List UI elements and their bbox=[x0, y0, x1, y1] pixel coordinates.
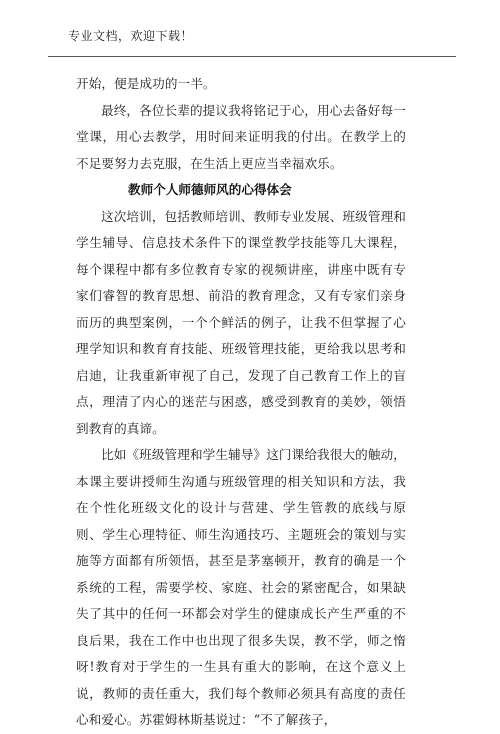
paragraph-class-management: 比如《班级管理和学生辅导》这门课给我很大的触动，本课主要讲授师生沟通与班级管理的相关知识和方法，我在个性化班级文化的设计与营建、学生管教的底线与原则、学生心理特征、师生沟通技巧、主题班会的策划与实施等方面都有所领悟，甚至是茅塞顿开，教育的确是一个系统的工程，需要学校、家庭、社会的紧密配合，如果缺失了其中的任何一环都会对学生的健康成长产生严重的不良后果，我在工作中也出现了很多失误，教不学，师之惰呀!教育对于学生的一生具有重大的影响，在这个意义上说，教师的责任重大，我们每个教师必须具有高度的责任心和爱心。苏霍姆林斯基说过：“不了解孩子， bbox=[76, 447, 406, 727]
paragraph-continuation: 开始，便是成功的一半。 bbox=[76, 76, 216, 91]
document-body bbox=[76, 71, 406, 734]
paragraph-conclusion: 最终，各位长辈的提议我将铭记于心，用心去备好每一堂课，用心去教学，用时间来证明我的付出。在教学上的不足要努力去克服，在生活上更应当幸福欢乐。 bbox=[76, 102, 406, 171]
page-header: 专业文档，欢迎下载！ bbox=[68, 29, 194, 43]
header-divider bbox=[48, 56, 456, 57]
paragraph-training: 这次培训，包括教师培训、教师专业发展、班级管理和学生辅导、信息技术条件下的课堂教学技能等几大课程，每个课程中都有多位教育专家的视频讲座，讲座中既有专家们睿智的教育思想、前沿的教育理念，又有专家们亲身而历的典型案例，一个个鲜活的例子，让我不但掌握了心理学知识和教育育技能、班级管理技能，更给我以思考和启迪，让我重新审视了自己，发现了自己教育工作上的盲点，理清了内心的迷茫与困惑，感受到教育的美妙，领悟到教育的真谛。 bbox=[76, 208, 406, 436]
section-heading: 教师个人师德师风的心得体会 bbox=[128, 182, 292, 197]
